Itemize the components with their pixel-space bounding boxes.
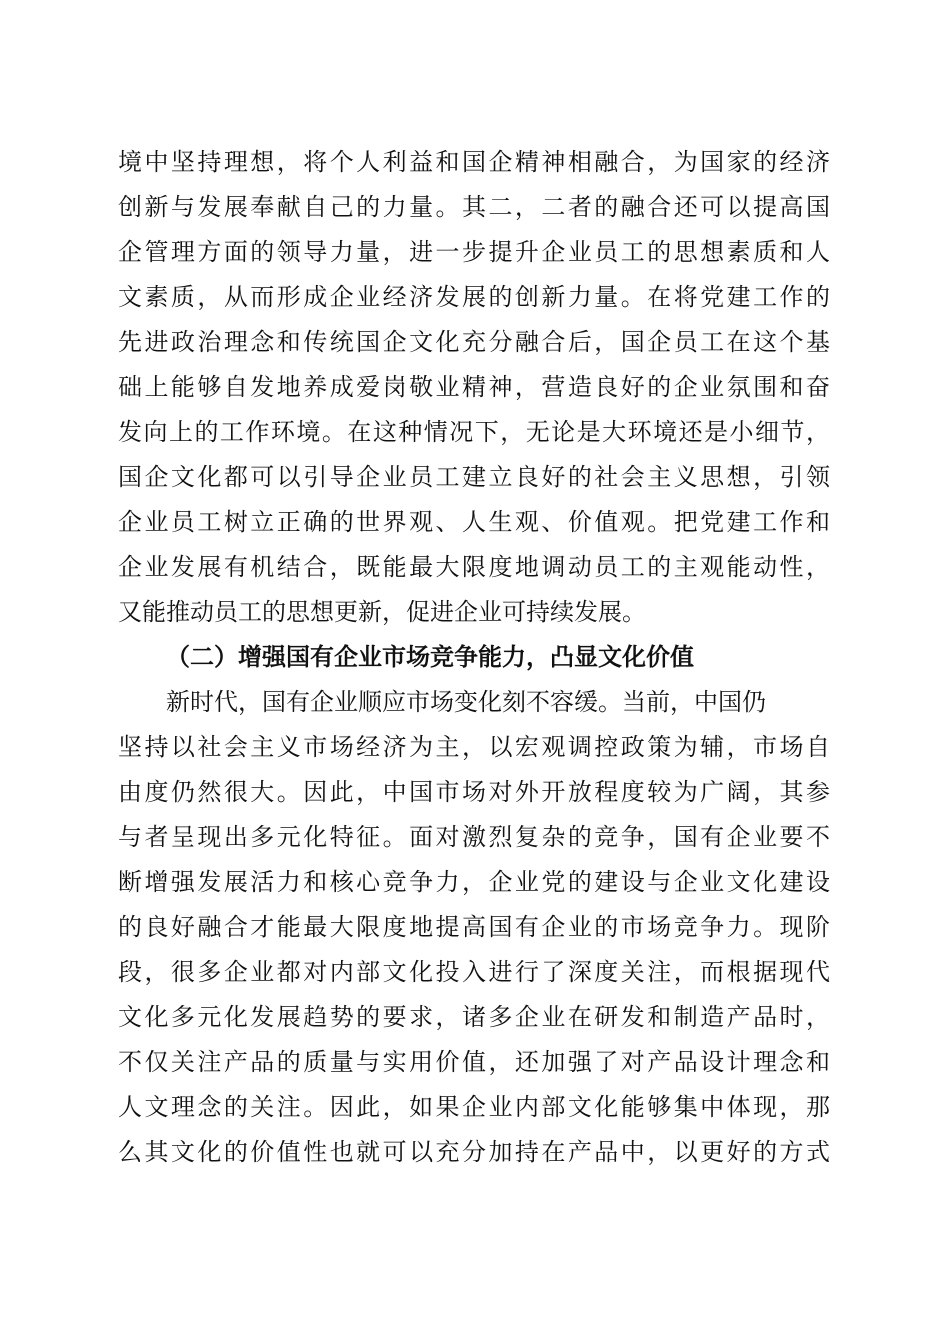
paragraph-1-line: 础上能够自发地养成爱岗敬业精神，营造良好的企业氛围和奋 [118,373,830,401]
section-heading: （二）增强国有企业市场竞争能力，凸显文化价值 [166,642,694,671]
paragraph-1-line: 企管理方面的领导力量，进一步提升企业员工的思想素质和人 [118,238,830,266]
paragraph-1-line: 文素质，从而形成企业经济发展的创新力量。在将党建工作的 [118,283,830,311]
paragraph-2-line: 人文理念的关注。因此，如果企业内部文化能够集中体现，那 [118,1093,830,1121]
paragraph-2-line: 断增强发展活力和核心竞争力，企业党的建设与企业文化建设 [118,868,830,896]
paragraph-2-line: 么其文化的价值性也就可以充分加持在产品中，以更好的方式 [118,1138,830,1166]
paragraph-1-line: 企业发展有机结合，既能最大限度地调动员工的主观能动性， [118,553,830,581]
paragraph-1-line: 企业员工树立正确的世界观、人生观、价值观。把党建工作和 [118,508,830,536]
paragraph-2-line: 段，很多企业都对内部文化投入进行了深度关注，而根据现代 [118,958,830,986]
paragraph-1-last-line: 又能推动员工的思想更新，促进企业可持续发展。 [118,598,646,626]
paragraph-1-line: 境中坚持理想，将个人利益和国企精神相融合，为国家的经济 [118,148,830,176]
paragraph-2-line: 不仅关注产品的质量与实用价值，还加强了对产品设计理念和 [118,1048,830,1076]
paragraph-1-line: 创新与发展奉献自己的力量。其二，二者的融合还可以提高国 [118,193,830,221]
paragraph-1-line: 先进政治理念和传统国企文化充分融合后，国企员工在这个基 [118,328,830,356]
paragraph-2-line: 与者呈现出多元化特征。面对激烈复杂的竞争，国有企业要不 [118,823,830,851]
paragraph-1-line: 国企文化都可以引导企业员工建立良好的社会主义思想，引领 [118,463,830,491]
paragraph-2-line: 的良好融合才能最大限度地提高国有企业的市场竞争力。现阶 [118,913,830,941]
paragraph-2-line: 坚持以社会主义市场经济为主，以宏观调控政策为辅，市场自 [118,733,830,761]
paragraph-2-line: 由度仍然很大。因此，中国市场对外开放程度较为广阔，其参 [118,778,830,806]
paragraph-2-first-line: 新时代，国有企业顺应市场变化刻不容缓。当前，中国仍 [166,688,766,716]
paragraph-2-line: 文化多元化发展趋势的要求，诸多企业在研发和制造产品时， [118,1003,830,1031]
paragraph-1-line: 发向上的工作环境。在这种情况下，无论是大环境还是小细节， [118,418,830,446]
